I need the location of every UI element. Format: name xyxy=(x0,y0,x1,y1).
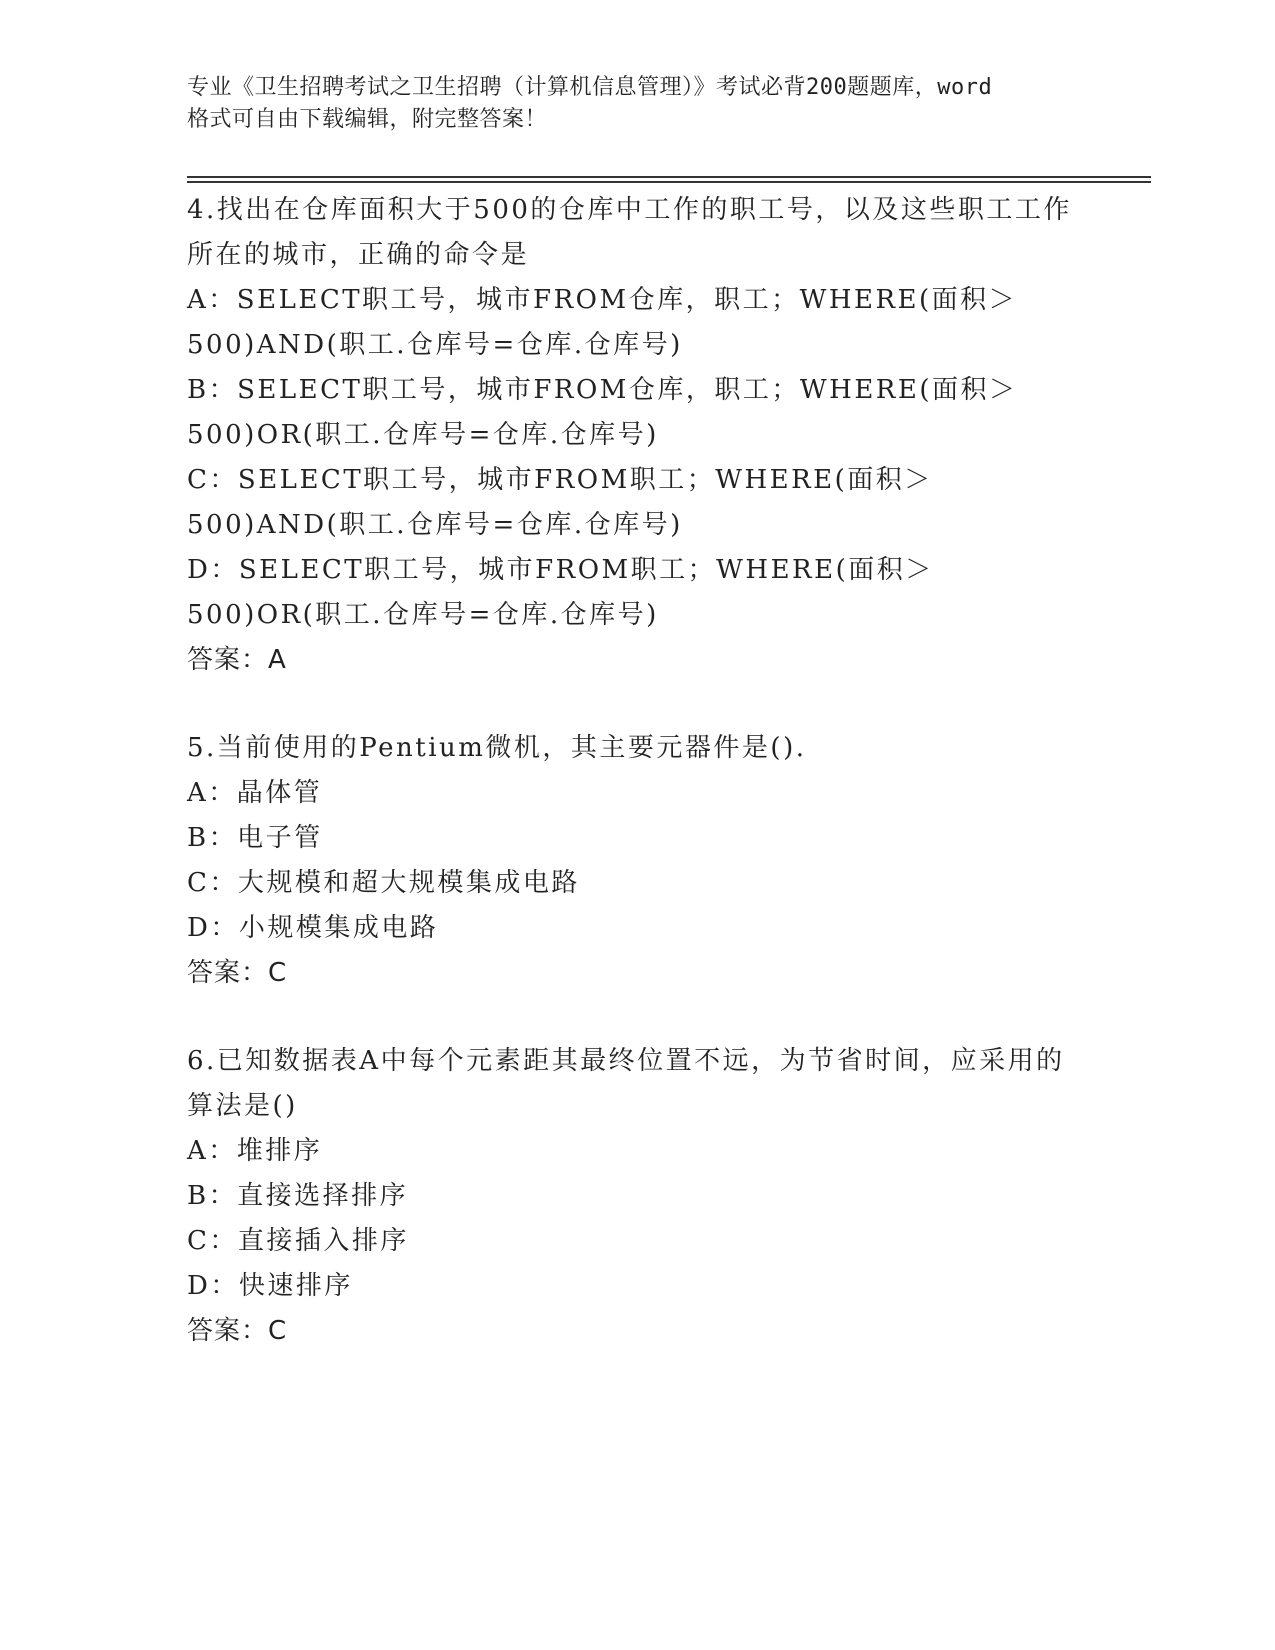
option-d: D：快速排序 xyxy=(187,1271,353,1301)
header-divider-top xyxy=(187,176,1151,178)
option-a: A：晶体管 xyxy=(187,778,323,808)
option-c: C：大规模和超大规模集成电路 xyxy=(187,868,580,898)
header-divider-bottom xyxy=(187,181,1151,183)
option-c: C：SELECT职工号，城市FROM职工；WHERE(面积＞500)AND(职工.仓库号=仓库.仓库号) xyxy=(187,465,933,540)
answer: 答案：A xyxy=(187,645,287,675)
document-header xyxy=(187,72,1087,136)
question-list xyxy=(187,188,1087,1397)
question-6 xyxy=(187,1039,1087,1354)
question-5 xyxy=(187,726,1087,996)
option-a: A：堆排序 xyxy=(187,1136,323,1166)
option-d: D：小规模集成电路 xyxy=(187,913,439,943)
header-line-2: 格式可自由下载编辑，附完整答案！ xyxy=(187,107,548,132)
question-text: 5.当前使用的Pentium微机，其主要元器件是(). xyxy=(187,733,807,763)
header-line-1: 专业《卫生招聘考试之卫生招聘（计算机信息管理）》考试必背200题题库，word xyxy=(187,75,993,100)
answer: 答案：C xyxy=(187,958,288,988)
question-4 xyxy=(187,188,1087,683)
option-b: B：电子管 xyxy=(187,823,323,853)
question-text: 4.找出在仓库面积大于500的仓库中工作的职工号，以及这些职工工作所在的城市，正确的命令是 xyxy=(187,195,1072,270)
option-b: B：SELECT职工号，城市FROM仓库，职工；WHERE(面积＞500)OR(职工.仓库号=仓库.仓库号) xyxy=(187,375,1018,450)
option-c: C：直接插入排序 xyxy=(187,1226,409,1256)
option-d: D：SELECT职工号，城市FROM职工；WHERE(面积＞500)OR(职工.仓库号=仓库.仓库号) xyxy=(187,555,934,630)
answer: 答案：C xyxy=(187,1316,288,1346)
question-text: 6.已知数据表A中每个元素距其最终位置不远，为节省时间，应采用的算法是() xyxy=(187,1046,1065,1121)
option-a: A：SELECT职工号，城市FROM仓库，职工；WHERE(面积＞500)AND(职工.仓库号=仓库.仓库号) xyxy=(187,285,1018,360)
option-b: B：直接选择排序 xyxy=(187,1181,409,1211)
